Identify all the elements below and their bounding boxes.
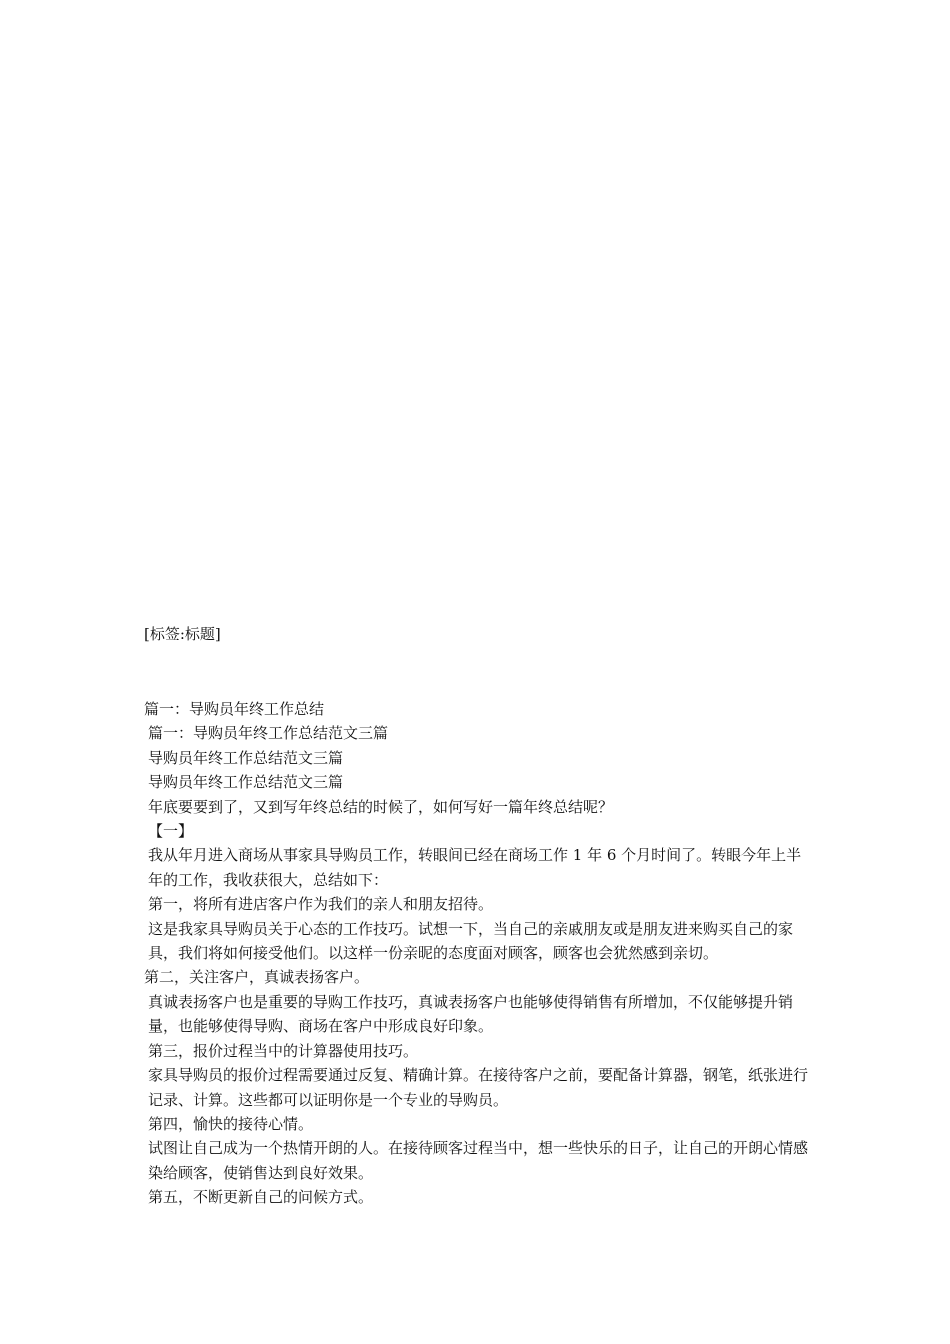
heading-chapter-one-full: 篇一：导购员年终工作总结范文三篇 — [148, 724, 389, 743]
heading-chapter-one: 篇一：导购员年终工作总结 — [144, 700, 325, 718]
point-three-heading: 第三，报价过程当中的计算器使用技巧。 — [148, 1041, 419, 1060]
intro-paragraph: 年底要要到了，又到写年终总结的时候了，如何写好一篇年终总结呢？ — [148, 797, 614, 816]
point-two-body: 真诚表扬客户也是重要的导购工作技巧，真诚表扬客户也能够使得销售有所增加，不仅能够提升销量，也能够使得导购、商场在客户中形成良好印象。 — [148, 992, 794, 1036]
subtitle-line: 导购员年终工作总结范文三篇 — [148, 748, 344, 767]
point-four-body: 试图让自己成为一个热情开朗的人。在接待顾客过程当中，想一些快乐的日子，让自己的开朗心情感染给顾客，使销售达到良好效果。 — [148, 1139, 809, 1182]
opening-paragraph: 我从年月进入商场从事家具导购员工作，转眼间已经在商场工作 1 年 6 个月时间了。转眼今年上半年的工作，我收获很大，总结如下： — [148, 846, 802, 889]
point-two-heading: 第二，关注客户，真诚表扬客户。 — [144, 968, 370, 987]
tag-label: [标签:标题] — [144, 625, 221, 643]
document-body — [144, 697, 808, 1210]
point-one-body: 这是我家具导购员关于心态的工作技巧。试想一下，当自己的亲戚朋友或是朋友进来购买自己的家具，我们将如何接受他们。以这样一份亲昵的态度面对顾客，顾客也会犹然感到亲切。 — [148, 919, 794, 963]
subtitle-line-repeat: 导购员年终工作总结范文三篇 — [148, 773, 344, 792]
point-four-heading: 第四，愉快的接待心情。 — [148, 1114, 314, 1133]
point-five-heading: 第五，不断更新自己的问候方式。 — [148, 1188, 374, 1207]
point-one-heading: 第一，将所有进店客户作为我们的亲人和朋友招待。 — [148, 895, 494, 914]
section-marker-one: 【一】 — [148, 822, 194, 841]
point-three-body: 家具导购员的报价过程需要通过反复、精确计算。在接待客户之前，要配备计算器，钢笔，纸张进行记录、计算。这些都可以证明你是一个专业的导购员。 — [148, 1066, 809, 1109]
